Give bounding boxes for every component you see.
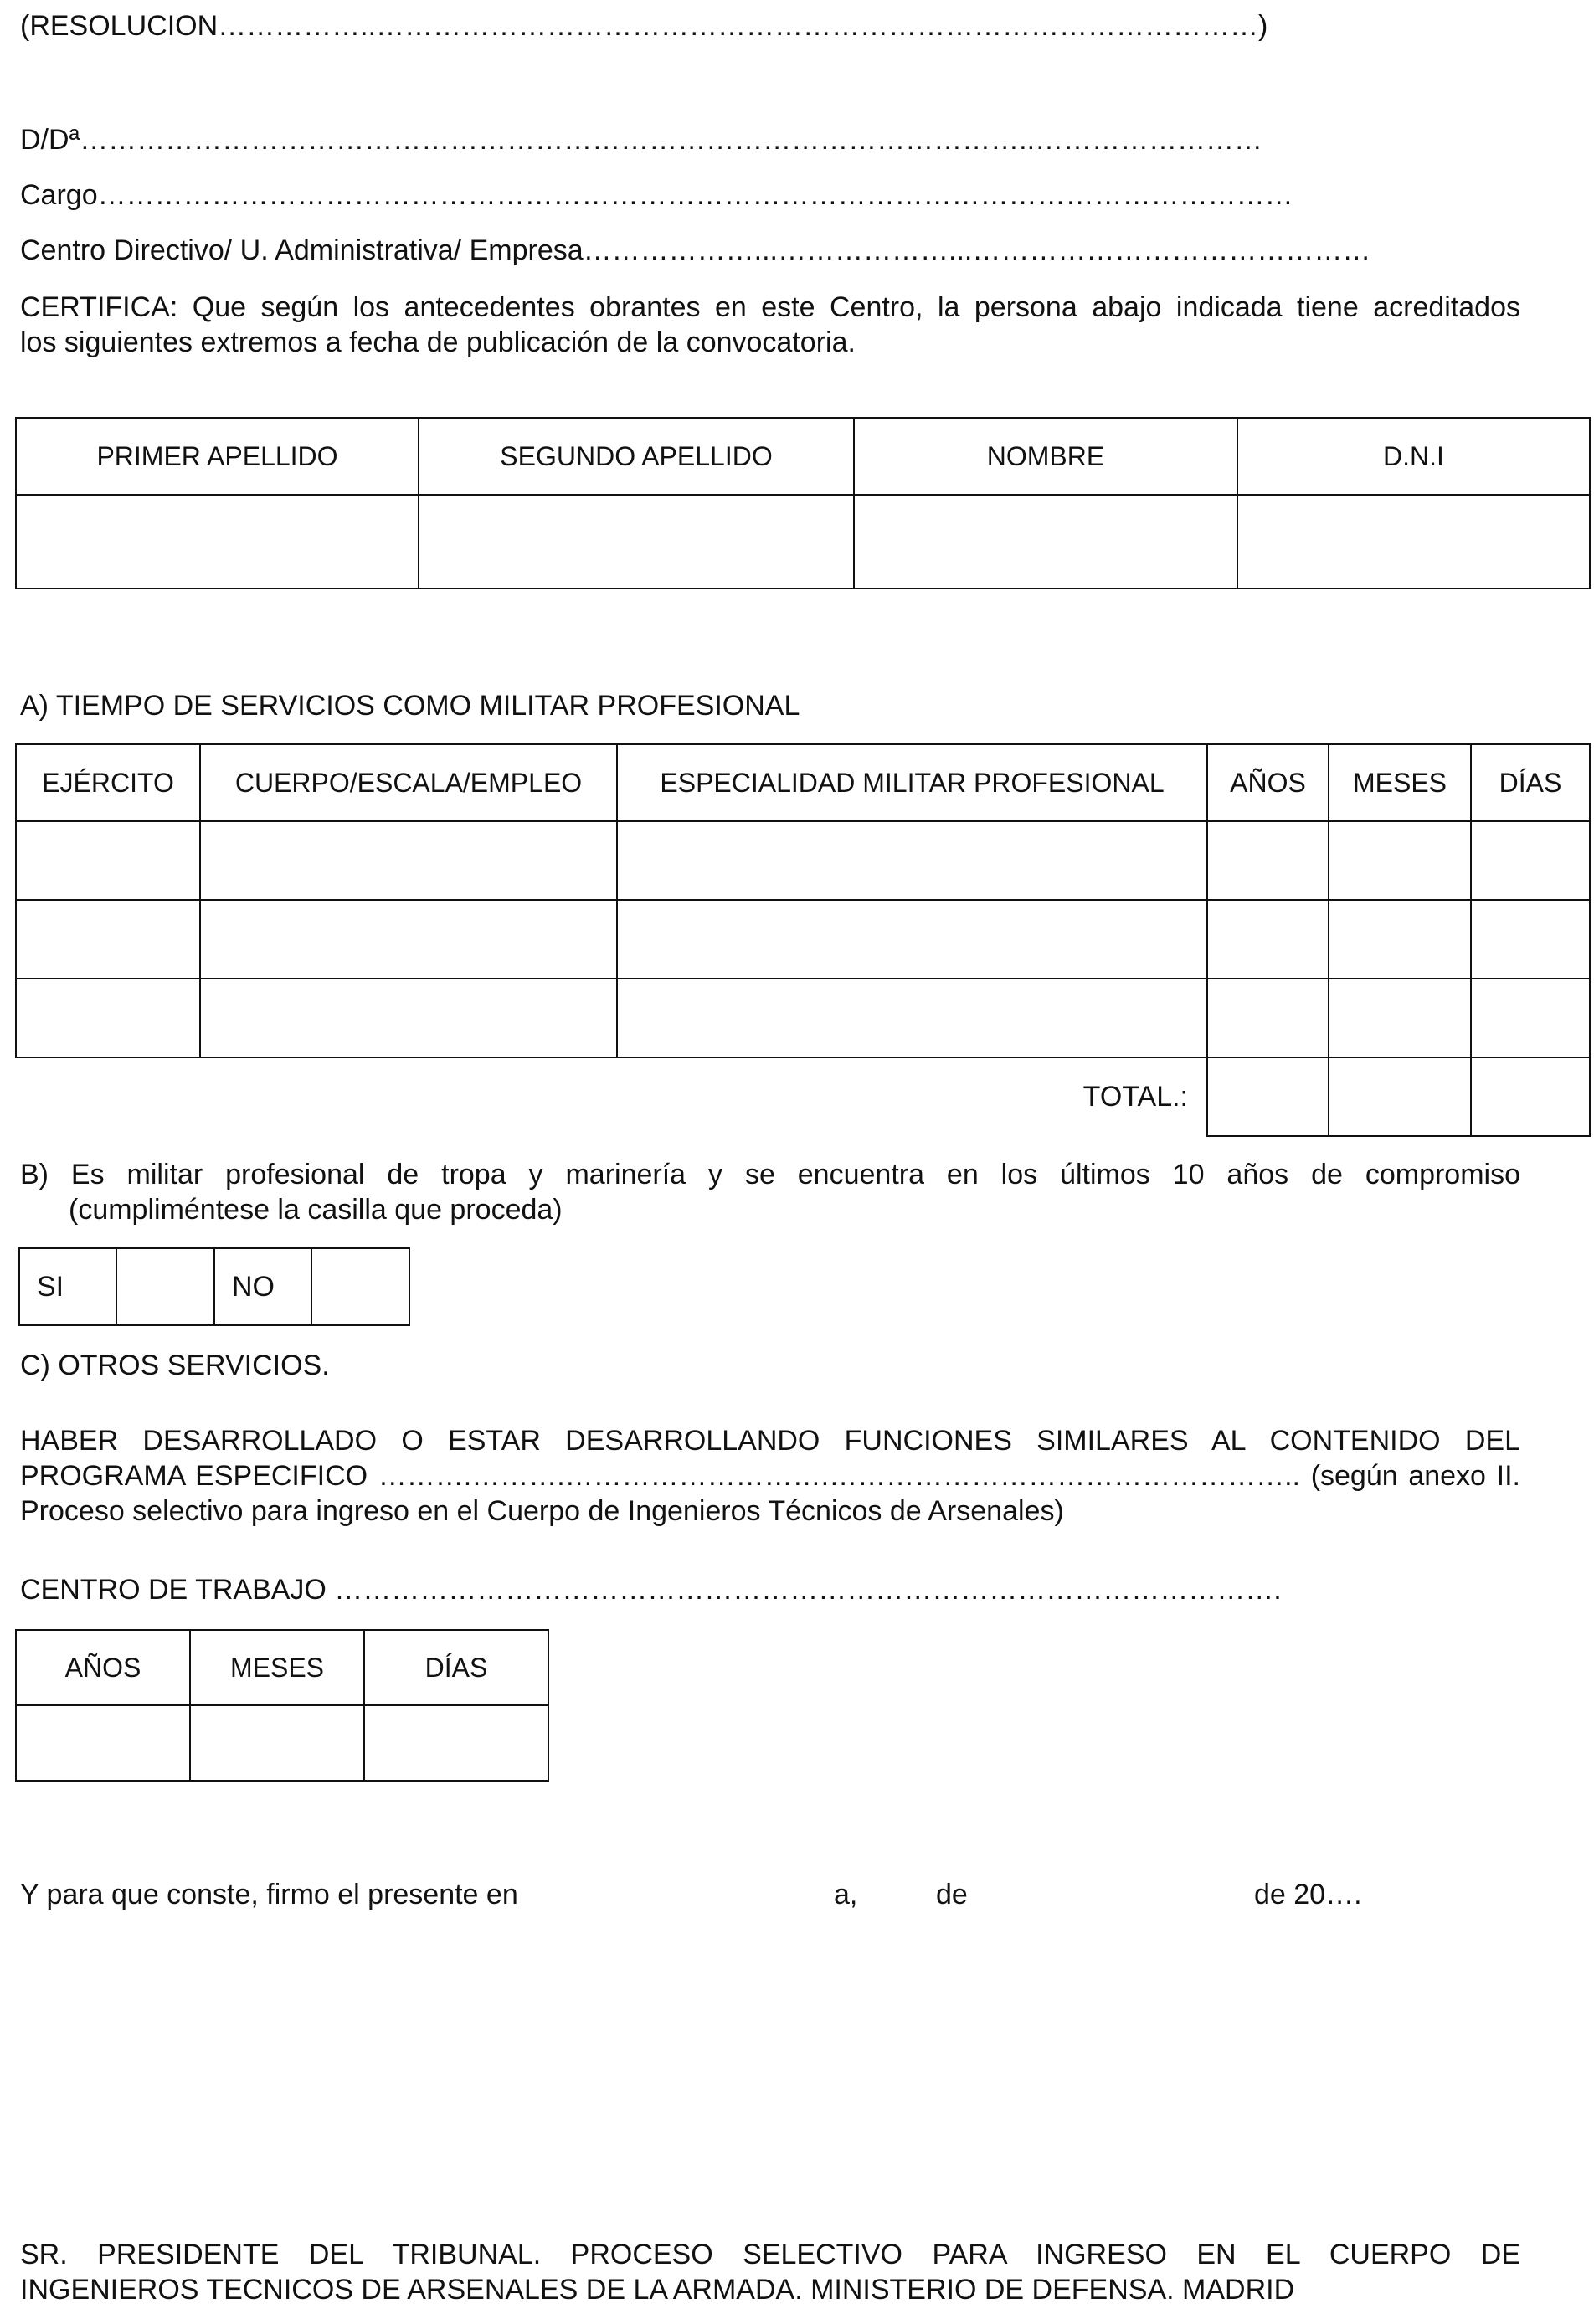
table-cell-input[interactable]	[617, 821, 1207, 900]
no-checkbox[interactable]	[311, 1248, 409, 1325]
header-dias: DÍAS	[1471, 744, 1590, 821]
header-especialidad: ESPECIALIDAD MILITAR PROFESIONAL	[617, 744, 1207, 821]
dd-field[interactable]: D/Dª………………………………………………………………………………………..……………………	[20, 124, 1263, 156]
table-cell-input[interactable]	[1471, 979, 1590, 1057]
segundo-apellido-input[interactable]	[419, 495, 854, 589]
certifica-line-2: los siguientes extremos a fecha de publicación de la convocatoria.	[20, 326, 856, 358]
centro-directivo-field[interactable]: Centro Directivo/ U. Administrativa/ Empresa………………...………………...……………………………………	[20, 234, 1371, 266]
section-b-line-2: (cumpliméntese la casilla que proceda)	[69, 1194, 563, 1226]
table-cell-input[interactable]	[1329, 821, 1471, 900]
si-no-table	[18, 1247, 410, 1326]
header-anos: AÑOS	[1207, 744, 1329, 821]
table-cell-input[interactable]	[1329, 900, 1471, 979]
identity-table	[15, 417, 1591, 589]
certifica-line-1: CERTIFICA: Que según los antecedentes obrantes en este Centro, la persona abajo indicada tiene acreditados	[20, 291, 1520, 323]
c-header-anos: AÑOS	[16, 1630, 190, 1705]
services-table	[15, 743, 1591, 1137]
otros-servicios-table	[15, 1629, 549, 1782]
table-cell-input[interactable]	[617, 979, 1207, 1057]
total-meses-input[interactable]	[1329, 1057, 1471, 1136]
table-cell-input[interactable]	[16, 979, 200, 1057]
header-cuerpo-escala-empleo: CUERPO/ESCALA/EMPLEO	[200, 744, 617, 821]
table-cell-input[interactable]	[1207, 900, 1329, 979]
section-b-line-1: B) Es militar profesional de tropa y marinería y se encuentra en los últimos 10 años de compromiso	[20, 1159, 1520, 1190]
total-dias-input[interactable]	[1471, 1057, 1590, 1136]
cargo-field[interactable]: Cargo………………………………………………………………………………………………………………	[20, 179, 1293, 211]
table-cell-input[interactable]	[16, 900, 200, 979]
section-c-line-3: Proceso selectivo para ingreso en el Cuerpo de Ingenieros Técnicos de Arsenales)	[20, 1495, 1064, 1527]
table-cell-input[interactable]	[1471, 900, 1590, 979]
table-cell-input[interactable]	[200, 900, 617, 979]
section-a-title: A) TIEMPO DE SERVICIOS COMO MILITAR PROFESIONAL	[20, 690, 800, 722]
header-ejercito: EJÉRCITO	[16, 744, 200, 821]
table-cell-input[interactable]	[617, 900, 1207, 979]
header-meses: MESES	[1329, 744, 1471, 821]
table-cell-input[interactable]	[200, 821, 617, 900]
no-label: NO	[214, 1248, 311, 1325]
identity-header-primer-apellido: PRIMER APELLIDO	[16, 418, 419, 495]
table-cell-input[interactable]	[1207, 979, 1329, 1057]
c-anos-input[interactable]	[16, 1705, 190, 1781]
closing-de: de	[936, 1879, 968, 1910]
c-header-dias: DÍAS	[364, 1630, 548, 1705]
table-cell-input[interactable]	[1471, 821, 1590, 900]
si-label: SI	[19, 1248, 116, 1325]
si-checkbox[interactable]	[116, 1248, 214, 1325]
closing-a: a,	[834, 1879, 858, 1910]
closing-year: de 20….	[1254, 1879, 1362, 1910]
resolucion-line[interactable]: (RESOLUCION……………..…………………………………………………………………………………)	[20, 10, 1268, 42]
total-label: TOTAL.:	[1082, 1081, 1188, 1113]
footer-line-1: SR. PRESIDENTE DEL TRIBUNAL. PROCESO SELECTIVO PARA INGRESO EN EL CUERPO DE	[20, 2239, 1520, 2270]
c-meses-input[interactable]	[190, 1705, 364, 1781]
closing-text: Y para que conste, firmo el presente en	[20, 1879, 518, 1910]
total-anos-input[interactable]	[1207, 1057, 1329, 1136]
identity-header-nombre: NOMBRE	[854, 418, 1237, 495]
section-c-line-2[interactable]: PROGRAMA ESPECIFICO ……….……….……………………….………………………………………….. (según anexo II.	[20, 1460, 1520, 1492]
table-cell-input[interactable]	[1207, 821, 1329, 900]
nombre-input[interactable]	[854, 495, 1237, 589]
c-dias-input[interactable]	[364, 1705, 548, 1781]
section-c-line-1: HABER DESARROLLADO O ESTAR DESARROLLANDO FUNCIONES SIMILARES AL CONTENIDO DEL	[20, 1425, 1520, 1457]
table-cell-input[interactable]	[16, 821, 200, 900]
footer-line-2: INGENIEROS TECNICOS DE ARSENALES DE LA ARMADA. MINISTERIO DE DEFENSA. MADRID	[20, 2274, 1295, 2306]
primer-apellido-input[interactable]	[16, 495, 419, 589]
centro-trabajo-field[interactable]: CENTRO DE TRABAJO ……………………………………………………………………………………….	[20, 1574, 1282, 1606]
table-cell-input[interactable]	[1329, 979, 1471, 1057]
table-cell-input[interactable]	[200, 979, 617, 1057]
c-header-meses: MESES	[190, 1630, 364, 1705]
dni-input[interactable]	[1237, 495, 1590, 589]
section-c-title: C) OTROS SERVICIOS.	[20, 1350, 330, 1381]
identity-header-segundo-apellido: SEGUNDO APELLIDO	[419, 418, 854, 495]
identity-header-dni: D.N.I	[1237, 418, 1590, 495]
